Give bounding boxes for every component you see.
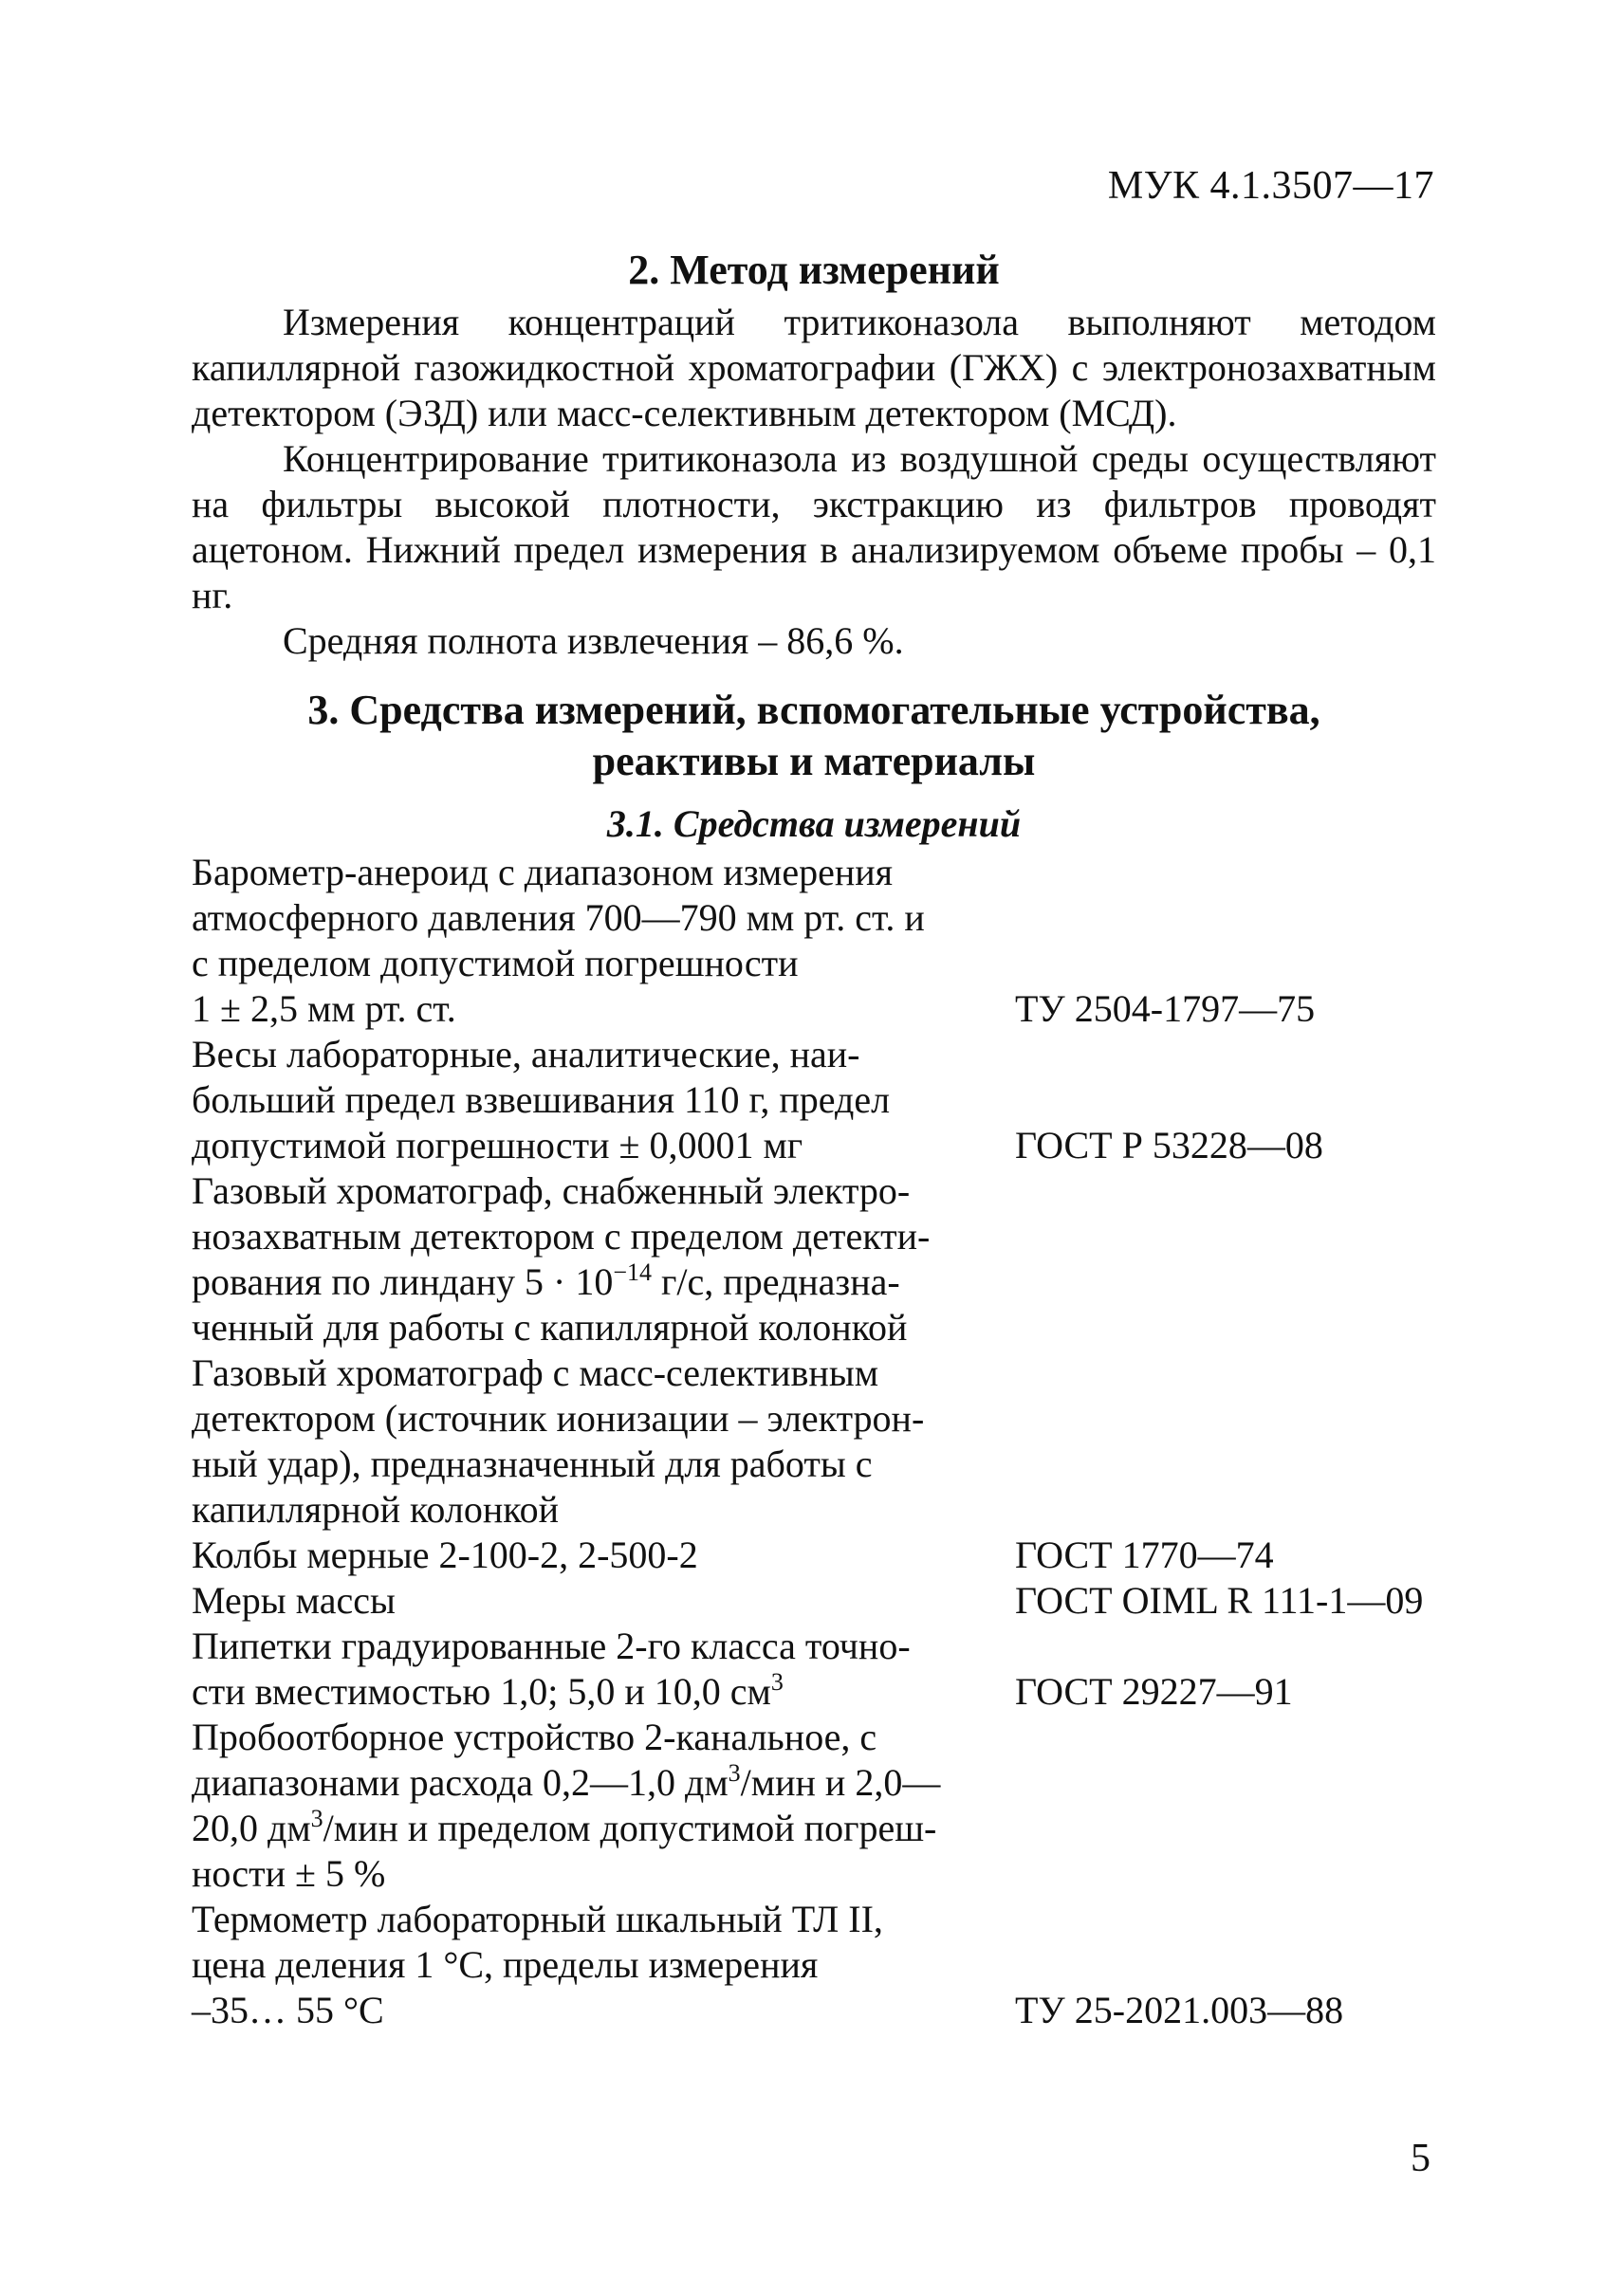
- item-line: цена деления 1 °С, пределы измерения: [192, 1943, 819, 1986]
- item-text: рования по линдану 5 · 10: [192, 1260, 614, 1303]
- list-item-flasks: [192, 1533, 1436, 1578]
- item-line: Весы лабораторные, аналитические, наи-: [192, 1033, 860, 1075]
- item-line: 1 ± 2,5 мм рт. ст.: [192, 987, 456, 1030]
- instruments-list: [192, 850, 1436, 2033]
- item-line: Газовый хроматограф с масс-селективным: [192, 1351, 879, 1394]
- item-text: 20,0 дм: [192, 1807, 311, 1849]
- item-line: [192, 1259, 1015, 1305]
- section-3-heading: [192, 685, 1436, 787]
- item-line: больший предел взвешивания 110 г, предел: [192, 1078, 891, 1121]
- item-line: ности ± 5 %: [192, 1852, 386, 1895]
- item-line: детектором (источник ионизации – электрон-: [192, 1397, 925, 1440]
- section-2-paragraph-2: Концентрирование тритиконазола из воздушной среды осуществляют на фильтры высокой плотности, экстракцию из фильтров проводят ацетоном. Нижний предел измерения в анализируемом объеме пробы – 0,1 нг.: [192, 437, 1436, 616]
- item-text: г/с, предназна-: [652, 1260, 900, 1303]
- item-line: Меры массы: [192, 1579, 396, 1622]
- item-line: капиллярной колонкой: [192, 1488, 560, 1531]
- section-2-paragraph-1: Измерения концентраций тритиконазола выполняют методом капиллярной газожидкостной хроматографии (ГЖХ) с электронозахватным детектором (ЭЗД) или масс-селективным детектором (МСД).: [192, 301, 1436, 434]
- exponent: 3: [770, 1668, 784, 1696]
- item-line: Пробоотборное устройство 2-канальное, с: [192, 1716, 877, 1758]
- item-description: [192, 1168, 1015, 1350]
- item-standard: ГОСТ 1770—74: [1015, 1534, 1274, 1576]
- item-line: нозахватным детектором с пределом детекти-: [192, 1215, 931, 1258]
- section-2-paragraph-3: Средняя полнота извлечения – 86,6 %.: [283, 619, 904, 662]
- list-item-sampler: [192, 1715, 1436, 1897]
- list-item-barometer: [192, 850, 1436, 1032]
- item-line: Колбы мерные 2-100-2, 2-500-2: [192, 1534, 698, 1576]
- section-3-title-line-1: 3. Средства измерений, вспомогательные устройства,: [307, 687, 1320, 733]
- item-description: [192, 1578, 1015, 1624]
- exponent: 3: [310, 1805, 323, 1832]
- section-3-title-line-2: реактивы и материалы: [592, 738, 1036, 784]
- item-line: Газовый хроматограф, снабженный электро-: [192, 1169, 911, 1212]
- item-standard: ТУ 2504-1797—75: [1015, 987, 1316, 1030]
- item-description: [192, 1715, 1015, 1897]
- item-text: сти вместимостью 1,0; 5,0 и 10,0 см: [192, 1670, 771, 1713]
- item-text: диапазонами расхода 0,2—1,0 дм: [192, 1761, 729, 1804]
- item-line: ченный для работы с капиллярной колонкой: [192, 1306, 908, 1349]
- list-item-gc-ecd: [192, 1168, 1436, 1350]
- page-number: 5: [1411, 2137, 1430, 2180]
- item-description: [192, 1032, 1015, 1168]
- subsection-3-1-title: 3.1. Средства измерений: [606, 802, 1022, 845]
- item-standard: ГОСТ 29227—91: [1015, 1670, 1293, 1713]
- item-text: /мин и пределом допустимой погреш-: [323, 1807, 937, 1849]
- document-code: МУК 4.1.3507—17: [1107, 164, 1434, 208]
- item-description: [192, 1533, 1015, 1578]
- item-line: ный удар), предназначенный для работы с: [192, 1442, 873, 1485]
- section-2-title: 2. Метод измерений: [628, 247, 1000, 293]
- item-line: [192, 1760, 1015, 1806]
- list-item-weights: [192, 1578, 1436, 1624]
- item-line: [192, 1806, 1015, 1851]
- exponent: −14: [613, 1258, 653, 1286]
- item-standard: ГОСТ Р 53228—08: [1015, 1124, 1323, 1166]
- list-item-pipettes: [192, 1624, 1436, 1715]
- item-description: [192, 1350, 1015, 1533]
- list-item-thermometer: [192, 1897, 1436, 2033]
- item-standard: ТУ 25-2021.003—88: [1015, 1989, 1344, 2031]
- item-text: /мин и 2,0—: [740, 1761, 941, 1804]
- item-description: [192, 1624, 1015, 1715]
- list-item-scales: [192, 1032, 1436, 1168]
- item-description: [192, 850, 1015, 1032]
- list-item-gc-msd: [192, 1350, 1436, 1533]
- item-line: допустимой погрешности ± 0,0001 мг: [192, 1124, 803, 1166]
- item-line: атмосферного давления 700—790 мм рт. ст. и: [192, 896, 925, 939]
- page-content: [192, 245, 1436, 2033]
- item-line: Термометр лабораторный шкальный ТЛ II,: [192, 1898, 883, 1940]
- item-line: [192, 1669, 1015, 1715]
- exponent: 3: [728, 1759, 741, 1787]
- item-line: Пипетки градуированные 2-го класса точно-: [192, 1625, 911, 1667]
- item-line: с пределом допустимой погрешности: [192, 942, 799, 984]
- item-line: –35… 55 °С: [192, 1989, 384, 2031]
- item-standard: ГОСТ OIML R 111-1—09: [1015, 1579, 1424, 1622]
- item-description: [192, 1897, 1015, 2033]
- item-line: Барометр-анероид с диапазоном измерения: [192, 851, 894, 893]
